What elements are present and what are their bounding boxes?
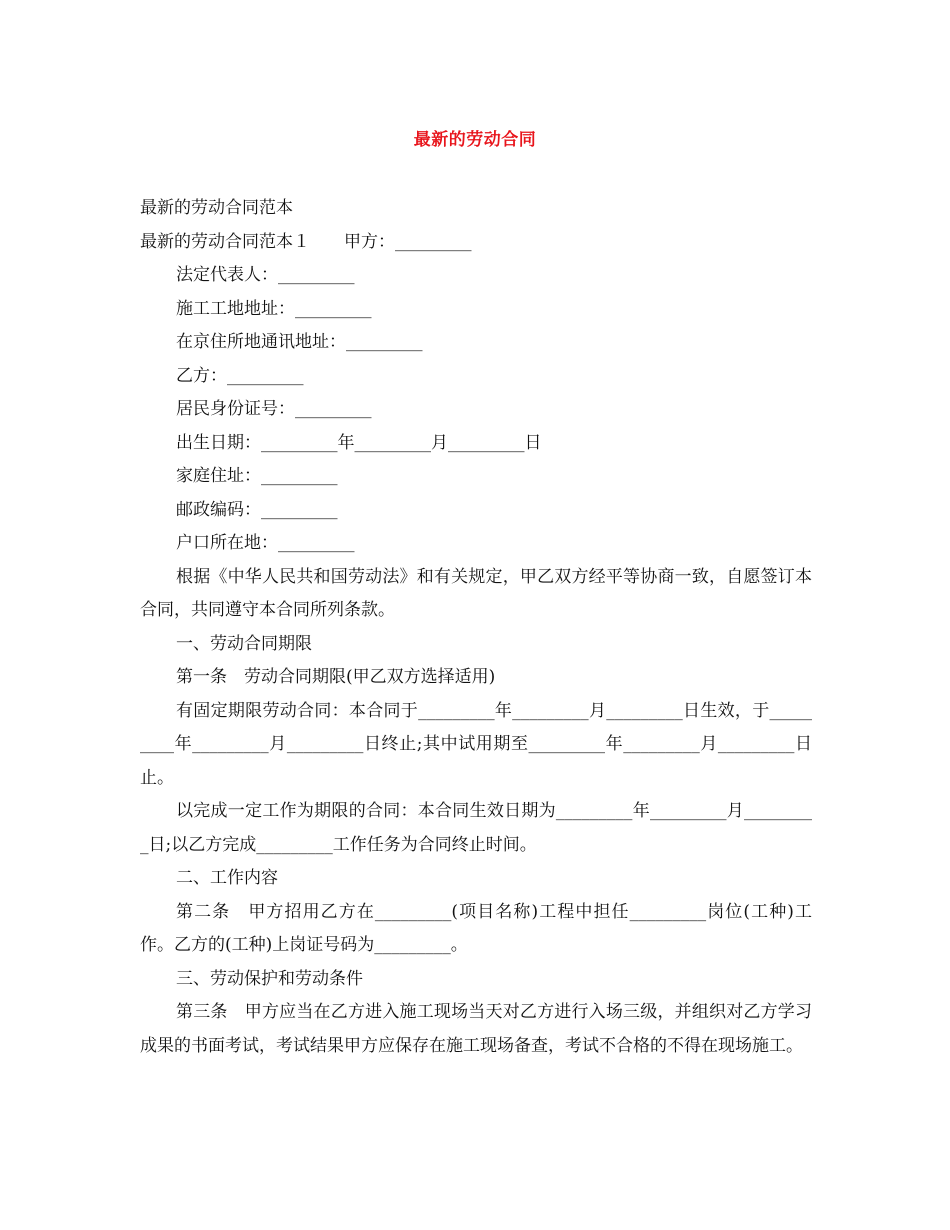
section-heading-work-content: 二、工作内容: [176, 868, 278, 888]
home-address-line: 家庭住址：_________: [176, 466, 338, 486]
household-registration-line: 户口所在地：_________: [176, 533, 355, 553]
template-heading: 最新的劳动合同范本: [140, 198, 293, 218]
site-address-line: 施工工地地址：_________: [176, 298, 372, 319]
fixed-term-paragraph: 有固定期限劳动合同：本合同于_________年_________月_________日生效，于_________年_________月_________日终止;其中试用期至_________年_________月_________日止。: [140, 700, 812, 788]
section-heading-term: 一、劳动合同期限: [176, 633, 312, 654]
document-body: [140, 192, 812, 1063]
party-b-line: 乙方：_________: [176, 365, 304, 386]
legal-representative-line: 法定代表人：_________: [176, 265, 355, 285]
article-2-paragraph: 第二条 甲方招用乙方在_________(项目名称)工程中担任_________岗位(工种)工作。乙方的(工种)上岗证号码为_________。: [140, 901, 812, 955]
id-number-line: 居民身份证号：_________: [176, 399, 372, 419]
preamble-paragraph: 根据《中华人民共和国劳动法》和有关规定，甲乙双方经平等协商一致，自愿签订本合同，共同遵守本合同所列条款。: [140, 566, 812, 620]
document-title: 最新的劳动合同: [413, 130, 537, 150]
template-heading-party-a: 最新的劳动合同范本１ 甲方：_________: [140, 231, 472, 252]
task-based-term-paragraph: 以完成一定工作为期限的合同：本合同生效日期为_________年_________月_________日;以乙方完成_________工作任务为合同终止时间。: [140, 801, 812, 855]
postal-code-line: 邮政编码：_________: [176, 499, 338, 520]
article-1-heading: 第一条 劳动合同期限(甲乙双方选择适用): [176, 667, 496, 687]
article-3-paragraph: 第三条 甲方应当在乙方进入施工现场当天对乙方进行入场三级，并组织对乙方学习成果的书面考试，考试结果甲方应保存在施工现场备查，考试不合格的不得在现场施工。: [140, 1002, 812, 1056]
beijing-address-line: 在京住所地通讯地址：_________: [176, 332, 423, 352]
birth-date-line: 出生日期：_________年_________月_________日: [176, 432, 542, 453]
section-heading-labor-protection: 三、劳动保护和劳动条件: [176, 968, 363, 989]
